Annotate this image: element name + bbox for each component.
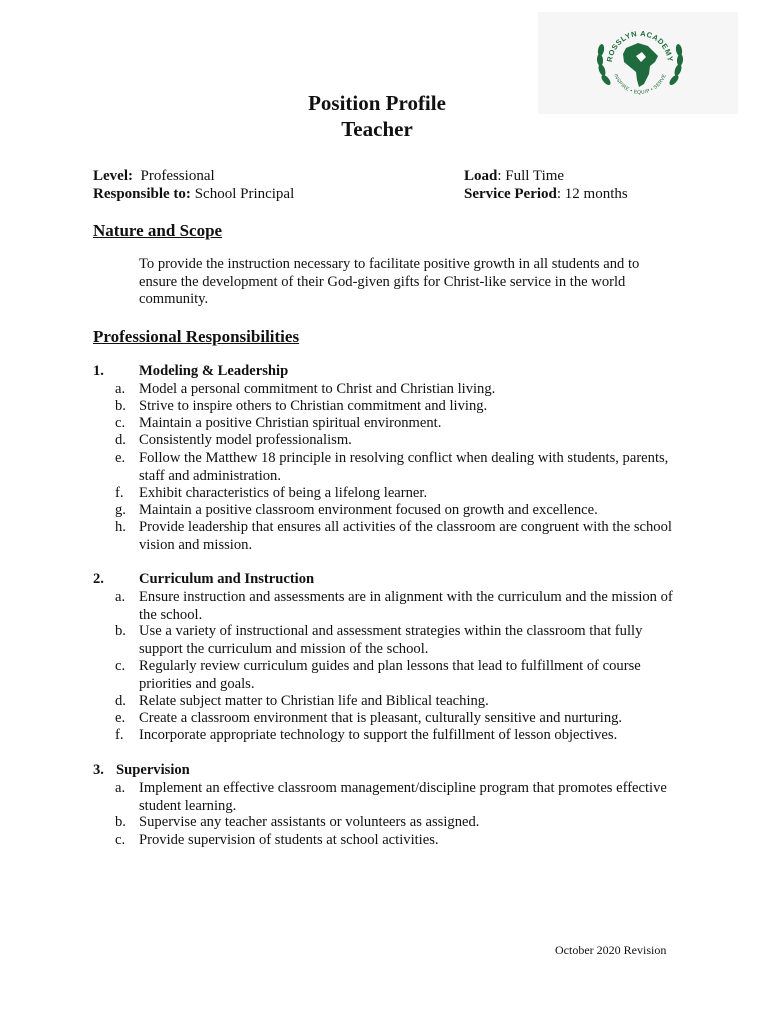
item-text: Provide supervision of students at school activities.	[139, 832, 439, 848]
group-title-supervision: Supervision	[116, 762, 190, 778]
item-letter: c.	[115, 415, 126, 431]
item-text: Ensure instruction and assessments are in alignment with the curriculum and the mission of the school.	[139, 589, 673, 623]
item-text: Create a classroom environment that is pleasant, culturally sensitive and nurturing.	[139, 710, 623, 726]
item-letter: b.	[115, 623, 126, 639]
level-label: Level:	[93, 168, 133, 184]
list-item	[115, 589, 680, 624]
item-text: Consistently model professionalism.	[139, 432, 352, 448]
load-value: : Full Time	[497, 168, 565, 184]
item-text: Maintain a positive Christian spiritual environment.	[139, 415, 442, 431]
list-item	[115, 502, 680, 520]
group-number: 3.	[93, 762, 104, 778]
item-text: Incorporate appropriate technology to support the fulfillment of lesson objectives.	[139, 727, 618, 743]
list-item	[115, 727, 680, 745]
item-letter: c.	[115, 658, 126, 674]
list-item	[115, 450, 680, 485]
list-item	[115, 623, 680, 658]
item-letter: c.	[115, 832, 126, 848]
group-title-modeling: Modeling & Leadership	[139, 363, 289, 379]
list-item	[115, 519, 680, 554]
level-line	[93, 167, 215, 185]
item-letter: a.	[115, 780, 126, 796]
list-item	[115, 710, 680, 728]
item-text: Maintain a positive classroom environment focused on growth and excellence.	[139, 502, 598, 518]
item-letter: h.	[115, 519, 126, 535]
item-text: Follow the Matthew 18 principle in resolving conflict when dealing with students, parents, staff and administration.	[139, 450, 669, 484]
item-letter: e.	[115, 450, 126, 466]
item-letter: b.	[115, 814, 126, 830]
document-title: Position Profile	[308, 91, 446, 115]
nature-heading: Nature and Scope	[93, 221, 223, 240]
responsible-label: Responsible to:	[93, 186, 191, 202]
list-item	[115, 780, 680, 815]
item-text: Use a variety of instructional and assessment strategies within the classroom that fully support the curriculum and mission of the school.	[139, 623, 643, 657]
list-item	[115, 415, 680, 433]
item-letter: e.	[115, 710, 126, 726]
item-text: Implement an effective classroom management/discipline program that promotes effective student learning.	[139, 780, 667, 814]
svg-text:ROSSLYN ACADEMY: ROSSLYN ACADEMY	[604, 28, 675, 63]
svg-text:INSPIRE • EQUIP • SERVE: INSPIRE • EQUIP • SERVE	[612, 73, 668, 96]
item-text: Exhibit characteristics of being a lifelong learner.	[139, 485, 428, 501]
item-letter: g.	[115, 502, 126, 518]
group-number: 2.	[93, 571, 104, 587]
group-title-curriculum: Curriculum and Instruction	[139, 571, 315, 587]
item-letter: d.	[115, 693, 126, 709]
list-item	[115, 832, 680, 850]
item-text: Regularly review curriculum guides and plan lessons that lead to fulfillment of course priorities and goals.	[139, 658, 641, 692]
item-text: Supervise any teacher assistants or volunteers as assigned.	[139, 814, 480, 830]
load-line	[464, 167, 564, 185]
item-letter: d.	[115, 432, 126, 448]
item-letter: f.	[115, 485, 124, 501]
document-subtitle: Teacher	[341, 117, 413, 141]
item-letter: a.	[115, 589, 126, 605]
list-item	[115, 814, 680, 832]
list-item	[115, 485, 680, 503]
list-item	[115, 693, 680, 711]
item-text: Provide leadership that ensures all activities of the classroom are congruent with the school vision and mission.	[139, 519, 672, 553]
load-label: Load	[464, 168, 498, 184]
item-letter: b.	[115, 398, 126, 414]
list-item	[115, 658, 680, 693]
item-letter: f.	[115, 727, 124, 743]
service-label: Service Period	[464, 186, 557, 202]
list-item	[115, 381, 680, 399]
service-value: : 12 months	[556, 186, 628, 202]
group-number: 1.	[93, 363, 104, 379]
service-line	[464, 185, 628, 203]
item-letter: a.	[115, 381, 126, 397]
item-text: Relate subject matter to Christian life and Biblical teaching.	[139, 693, 489, 709]
responsibilities-heading: Professional Responsibilities	[93, 327, 300, 346]
list-item	[115, 398, 680, 416]
item-text: Model a personal commitment to Christ and Christian living.	[139, 381, 496, 397]
item-text: Strive to inspire others to Christian commitment and living.	[139, 398, 488, 414]
level-value: Professional	[140, 168, 215, 184]
list-item	[115, 432, 680, 450]
nature-paragraph: To provide the instruction necessary to facilitate positive growth in all students and to ensure the development of their God-given gifts for Christ-like service in the world community.	[139, 256, 640, 307]
responsible-value: School Principal	[194, 186, 295, 202]
responsible-line	[93, 185, 294, 203]
revision-footer: October 2020 Revision	[555, 943, 667, 957]
